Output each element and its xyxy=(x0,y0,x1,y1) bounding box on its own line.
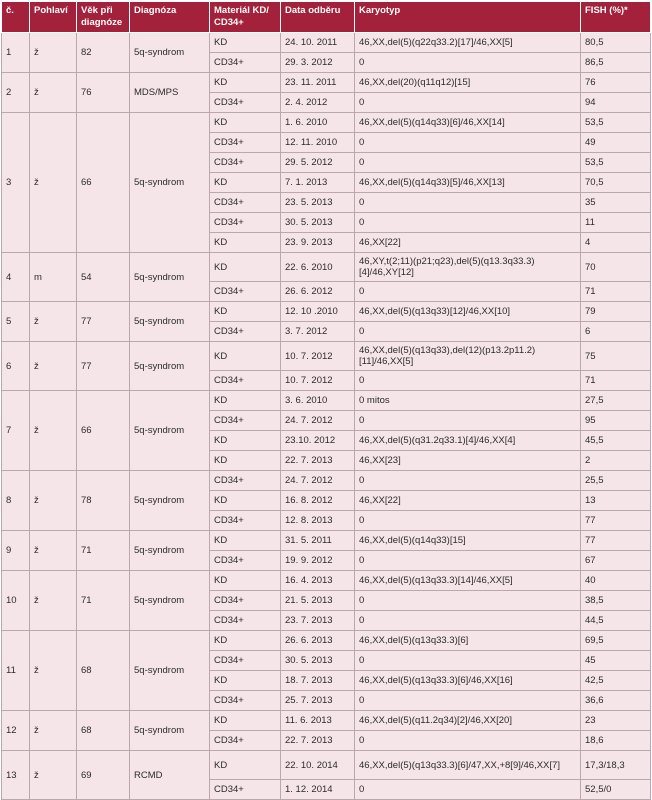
table-container xyxy=(1,1,651,800)
date-cell: 30. 5. 2013 xyxy=(281,651,355,671)
patient-number: 9 xyxy=(2,531,30,571)
date-cell: 1. 12. 2014 xyxy=(281,780,355,800)
fish-cell: 17,3/18,3 xyxy=(581,751,651,780)
date-cell: 3. 6. 2010 xyxy=(281,391,355,411)
table-row xyxy=(2,531,651,551)
fish-cell: 44,5 xyxy=(581,611,651,631)
patient-number: 12 xyxy=(2,711,30,751)
patient-number: 6 xyxy=(2,342,30,391)
patient-number: 4 xyxy=(2,253,30,302)
table-row xyxy=(2,751,651,780)
fish-cell: 71 xyxy=(581,282,651,302)
karyotype-cell: 46,XY,t(2;11)(p21;q23),del(5)(q13.3q33.3)[4]/46,XY[12] xyxy=(355,253,581,282)
patient-diagnosis: 5q-syndrom xyxy=(130,571,210,631)
patient-sex: ž xyxy=(30,73,77,113)
fish-cell: 49 xyxy=(581,133,651,153)
karyotype-cell: 0 xyxy=(355,133,581,153)
karyotype-cell: 46,XX[23] xyxy=(355,451,581,471)
material-cell: CD34+ xyxy=(210,551,281,571)
header-diagnosis: Diagnóza xyxy=(130,2,210,33)
fish-cell: 38,5 xyxy=(581,591,651,611)
patient-number: 8 xyxy=(2,471,30,531)
date-cell: 26. 6. 2012 xyxy=(281,282,355,302)
karyotype-cell: 46,XX,del(20)(q11q12)[15] xyxy=(355,73,581,93)
date-cell: 29. 3. 2012 xyxy=(281,53,355,73)
patient-sex: ž xyxy=(30,302,77,342)
material-cell: KD xyxy=(210,233,281,253)
patient-number: 7 xyxy=(2,391,30,471)
table-row xyxy=(2,631,651,651)
date-cell: 22. 7. 2013 xyxy=(281,451,355,471)
patient-number: 2 xyxy=(2,73,30,113)
fish-cell: 4 xyxy=(581,233,651,253)
patient-number: 11 xyxy=(2,631,30,711)
material-cell: KD xyxy=(210,113,281,133)
material-cell: KD xyxy=(210,391,281,411)
header-row xyxy=(2,2,651,33)
patient-diagnosis: 5q-syndrom xyxy=(130,391,210,471)
karyotype-cell: 0 xyxy=(355,153,581,173)
material-cell: CD34+ xyxy=(210,322,281,342)
fish-cell: 6 xyxy=(581,322,651,342)
patient-age: 77 xyxy=(77,302,130,342)
karyotype-cell: 46,XX[22] xyxy=(355,233,581,253)
date-cell: 2. 4. 2012 xyxy=(281,93,355,113)
fish-cell: 42,5 xyxy=(581,671,651,691)
patient-diagnosis: 5q-syndrom xyxy=(130,253,210,302)
karyotype-cell: 46,XX,del(5)(q13q33),del(12)(p13.2p11.2)[11]/46,XX[5] xyxy=(355,342,581,371)
material-cell: CD34+ xyxy=(210,93,281,113)
material-cell: KD xyxy=(210,711,281,731)
table-row xyxy=(2,253,651,282)
karyotype-cell: 0 xyxy=(355,780,581,800)
karyotype-cell: 0 xyxy=(355,371,581,391)
date-cell: 10. 7. 2012 xyxy=(281,371,355,391)
patient-age: 69 xyxy=(77,751,130,800)
karyotype-cell: 0 xyxy=(355,193,581,213)
fish-cell: 45 xyxy=(581,651,651,671)
patient-number: 13 xyxy=(2,751,30,800)
patient-diagnosis: MDS/MPS xyxy=(130,73,210,113)
table-row xyxy=(2,113,651,133)
patient-age: 77 xyxy=(77,342,130,391)
material-cell: CD34+ xyxy=(210,133,281,153)
material-cell: CD34+ xyxy=(210,780,281,800)
material-cell: KD xyxy=(210,751,281,780)
date-cell: 12. 10 .2010 xyxy=(281,302,355,322)
material-cell: CD34+ xyxy=(210,411,281,431)
table-row xyxy=(2,73,651,93)
fish-cell: 80,5 xyxy=(581,33,651,53)
karyotype-cell: 46,XX,del(5)(q13q33.3)[14]/46,XX[5] xyxy=(355,571,581,591)
patient-sex: ž xyxy=(30,471,77,531)
header-date: Data odběru xyxy=(281,2,355,33)
patient-sex: ž xyxy=(30,391,77,471)
material-cell: CD34+ xyxy=(210,213,281,233)
material-cell: CD34+ xyxy=(210,193,281,213)
material-cell: CD34+ xyxy=(210,731,281,751)
material-cell: KD xyxy=(210,451,281,471)
date-cell: 22. 6. 2010 xyxy=(281,253,355,282)
karyotype-cell: 46,XX,del(5)(q31.2q33.1)[4]/46,XX[4] xyxy=(355,431,581,451)
material-cell: KD xyxy=(210,491,281,511)
material-cell: CD34+ xyxy=(210,651,281,671)
patient-diagnosis: 5q-syndrom xyxy=(130,471,210,531)
header-fish: FISH (%)* xyxy=(581,2,651,33)
date-cell: 10. 7. 2012 xyxy=(281,342,355,371)
date-cell: 7. 1. 2013 xyxy=(281,173,355,193)
patient-sex: ž xyxy=(30,113,77,253)
header-sex: Pohlaví xyxy=(30,2,77,33)
karyotype-cell: 46,XX,del(5)(q14q33)[5]/46,XX[13] xyxy=(355,173,581,193)
material-cell: CD34+ xyxy=(210,511,281,531)
karyotype-cell: 46,XX,del(5)(q13q33.3)[6]/47,XX,+8[9]/46,XX[7] xyxy=(355,751,581,780)
fish-cell: 95 xyxy=(581,411,651,431)
material-cell: KD xyxy=(210,571,281,591)
table-row xyxy=(2,571,651,591)
material-cell: CD34+ xyxy=(210,471,281,491)
material-cell: KD xyxy=(210,671,281,691)
fish-cell: 45,5 xyxy=(581,431,651,451)
patient-age: 66 xyxy=(77,391,130,471)
fish-cell: 79 xyxy=(581,302,651,322)
date-cell: 25. 7. 2013 xyxy=(281,691,355,711)
patient-diagnosis: 5q-syndrom xyxy=(130,631,210,711)
date-cell: 30. 5. 2013 xyxy=(281,213,355,233)
header-number: č. xyxy=(2,2,30,33)
material-cell: KD xyxy=(210,173,281,193)
fish-cell: 94 xyxy=(581,93,651,113)
fish-cell: 77 xyxy=(581,531,651,551)
patient-number: 3 xyxy=(2,113,30,253)
date-cell: 23. 7. 2013 xyxy=(281,611,355,631)
date-cell: 24. 7. 2012 xyxy=(281,411,355,431)
date-cell: 21. 5. 2013 xyxy=(281,591,355,611)
date-cell: 12. 8. 2013 xyxy=(281,511,355,531)
patient-age: 54 xyxy=(77,253,130,302)
patient-diagnosis: 5q-syndrom xyxy=(130,531,210,571)
karyotype-cell: 0 xyxy=(355,551,581,571)
material-cell: CD34+ xyxy=(210,611,281,631)
patient-sex: m xyxy=(30,253,77,302)
header-age: Věk při diagnóze xyxy=(77,2,130,33)
fish-cell: 25,5 xyxy=(581,471,651,491)
date-cell: 16. 8. 2012 xyxy=(281,491,355,511)
karyotype-cell: 0 xyxy=(355,611,581,631)
material-cell: KD xyxy=(210,342,281,371)
patient-diagnosis: 5q-syndrom xyxy=(130,113,210,253)
patient-diagnosis: 5q-syndrom xyxy=(130,33,210,73)
material-cell: CD34+ xyxy=(210,282,281,302)
fish-cell: 70 xyxy=(581,253,651,282)
karyotype-cell: 0 xyxy=(355,282,581,302)
karyotype-cell: 0 mitos xyxy=(355,391,581,411)
patient-age: 76 xyxy=(77,73,130,113)
date-cell: 22. 7. 2013 xyxy=(281,731,355,751)
fish-cell: 71 xyxy=(581,371,651,391)
fish-cell: 36,6 xyxy=(581,691,651,711)
karyotype-cell: 0 xyxy=(355,511,581,531)
date-cell: 23. 9. 2013 xyxy=(281,233,355,253)
patient-number: 10 xyxy=(2,571,30,631)
patient-number: 1 xyxy=(2,33,30,73)
patient-table xyxy=(1,1,651,800)
patient-age: 71 xyxy=(77,531,130,571)
karyotype-cell: 0 xyxy=(355,691,581,711)
patient-sex: ž xyxy=(30,531,77,571)
fish-cell: 18,6 xyxy=(581,731,651,751)
header-karyotype: Karyotyp xyxy=(355,2,581,33)
material-cell: KD xyxy=(210,431,281,451)
material-cell: KD xyxy=(210,631,281,651)
karyotype-cell: 0 xyxy=(355,322,581,342)
karyotype-cell: 46,XX,del(5)(q13q33.3)[6]/46,XX[16] xyxy=(355,671,581,691)
karyotype-cell: 0 xyxy=(355,93,581,113)
date-cell: 12. 11. 2010 xyxy=(281,133,355,153)
material-cell: CD34+ xyxy=(210,53,281,73)
date-cell: 3. 7. 2012 xyxy=(281,322,355,342)
patient-age: 78 xyxy=(77,471,130,531)
date-cell: 29. 5. 2012 xyxy=(281,153,355,173)
fish-cell: 23 xyxy=(581,711,651,731)
karyotype-cell: 0 xyxy=(355,651,581,671)
patient-diagnosis: 5q-syndrom xyxy=(130,302,210,342)
patient-sex: ž xyxy=(30,33,77,73)
karyotype-cell: 46,XX,del(5)(q14q33)[15] xyxy=(355,531,581,551)
patient-age: 66 xyxy=(77,113,130,253)
karyotype-cell: 46,XX,del(5)(q11.2q34)[2]/46,XX[20] xyxy=(355,711,581,731)
karyotype-cell: 0 xyxy=(355,591,581,611)
date-cell: 24. 7. 2012 xyxy=(281,471,355,491)
patient-age: 68 xyxy=(77,711,130,751)
table-row xyxy=(2,302,651,322)
table-row xyxy=(2,471,651,491)
karyotype-cell: 46,XX[22] xyxy=(355,491,581,511)
fish-cell: 70,5 xyxy=(581,173,651,193)
karyotype-cell: 46,XX,del(5)(q13q33.3)[6] xyxy=(355,631,581,651)
date-cell: 16. 4. 2013 xyxy=(281,571,355,591)
patient-sex: ž xyxy=(30,751,77,800)
karyotype-cell: 0 xyxy=(355,411,581,431)
patient-sex: ž xyxy=(30,342,77,391)
fish-cell: 76 xyxy=(581,73,651,93)
karyotype-cell: 46,XX,del(5)(q22q33.2)[17]/46,XX[5] xyxy=(355,33,581,53)
table-row xyxy=(2,711,651,731)
patient-sex: ž xyxy=(30,571,77,631)
fish-cell: 27,5 xyxy=(581,391,651,411)
material-cell: KD xyxy=(210,253,281,282)
fish-cell: 77 xyxy=(581,511,651,531)
patient-sex: ž xyxy=(30,711,77,751)
fish-cell: 53,5 xyxy=(581,113,651,133)
date-cell: 22. 10. 2014 xyxy=(281,751,355,780)
table-body xyxy=(2,33,651,800)
karyotype-cell: 0 xyxy=(355,471,581,491)
material-cell: KD xyxy=(210,302,281,322)
fish-cell: 35 xyxy=(581,193,651,213)
patient-age: 82 xyxy=(77,33,130,73)
date-cell: 1. 6. 2010 xyxy=(281,113,355,133)
fish-cell: 11 xyxy=(581,213,651,233)
fish-cell: 67 xyxy=(581,551,651,571)
fish-cell: 13 xyxy=(581,491,651,511)
material-cell: KD xyxy=(210,33,281,53)
date-cell: 23.10. 2012 xyxy=(281,431,355,451)
fish-cell: 75 xyxy=(581,342,651,371)
date-cell: 31. 5. 2011 xyxy=(281,531,355,551)
date-cell: 23. 11. 2011 xyxy=(281,73,355,93)
karyotype-cell: 46,XX,del(5)(q13q33)[12]/46,XX[10] xyxy=(355,302,581,322)
date-cell: 24. 10. 2011 xyxy=(281,33,355,53)
material-cell: CD34+ xyxy=(210,371,281,391)
karyotype-cell: 0 xyxy=(355,53,581,73)
fish-cell: 2 xyxy=(581,451,651,471)
fish-cell: 40 xyxy=(581,571,651,591)
material-cell: CD34+ xyxy=(210,591,281,611)
date-cell: 19. 9. 2012 xyxy=(281,551,355,571)
material-cell: KD xyxy=(210,73,281,93)
table-row xyxy=(2,342,651,371)
patient-diagnosis: 5q-syndrom xyxy=(130,711,210,751)
fish-cell: 53,5 xyxy=(581,153,651,173)
date-cell: 11. 6. 2013 xyxy=(281,711,355,731)
patient-sex: ž xyxy=(30,631,77,711)
table-row xyxy=(2,33,651,53)
date-cell: 23. 5. 2013 xyxy=(281,193,355,213)
table-row xyxy=(2,391,651,411)
fish-cell: 52,5/0 xyxy=(581,780,651,800)
fish-cell: 69,5 xyxy=(581,631,651,651)
patient-age: 71 xyxy=(77,571,130,631)
karyotype-cell: 46,XX,del(5)(q14q33)[6]/46,XX[14] xyxy=(355,113,581,133)
karyotype-cell: 0 xyxy=(355,213,581,233)
patient-diagnosis: RCMD xyxy=(130,751,210,800)
material-cell: CD34+ xyxy=(210,691,281,711)
karyotype-cell: 0 xyxy=(355,731,581,751)
material-cell: CD34+ xyxy=(210,153,281,173)
patient-diagnosis: 5q-syndrom xyxy=(130,342,210,391)
patient-number: 5 xyxy=(2,302,30,342)
fish-cell: 86,5 xyxy=(581,53,651,73)
header-material: Materiál KD/ CD34+ xyxy=(210,2,281,33)
date-cell: 18. 7. 2013 xyxy=(281,671,355,691)
material-cell: KD xyxy=(210,531,281,551)
patient-age: 68 xyxy=(77,631,130,711)
date-cell: 26. 6. 2013 xyxy=(281,631,355,651)
